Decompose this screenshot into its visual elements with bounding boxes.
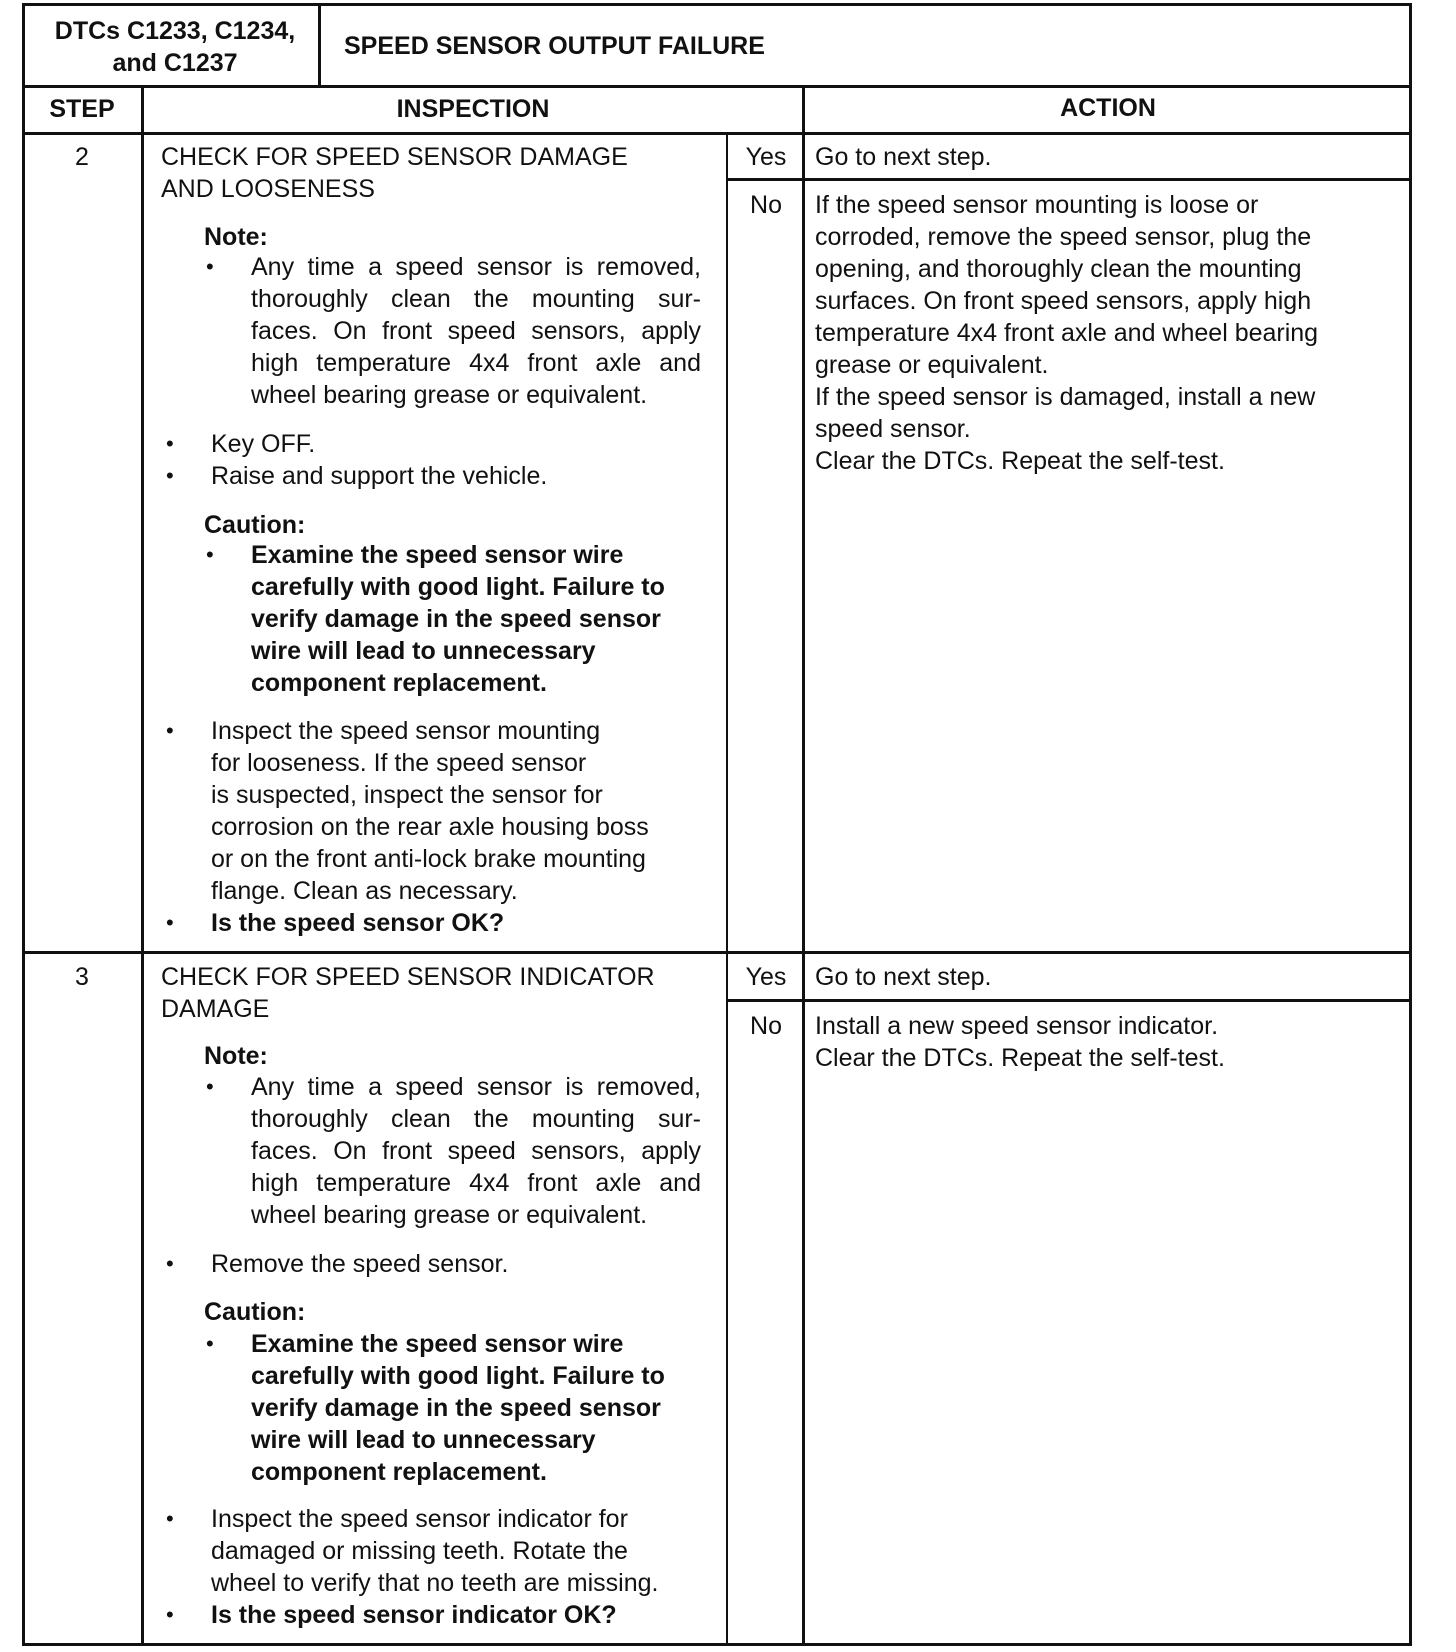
- instruction-text: Raise and support the vehicle.: [211, 462, 548, 490]
- instruction-text: is suspected, inspect the sensor for: [211, 781, 603, 809]
- yes-action: Go to next step.: [815, 963, 992, 991]
- caution-label: Caution:: [204, 1298, 306, 1326]
- caution-text: component replacement.: [251, 669, 547, 697]
- header-divider: [318, 3, 321, 85]
- bullet-icon: •: [166, 1602, 174, 1627]
- instruction-text: Remove the speed sensor.: [211, 1250, 509, 1278]
- step-title: AND LOOSENESS: [161, 175, 375, 203]
- instruction-text: flange. Clean as necessary.: [211, 877, 518, 905]
- dtc-codes-line1: DTCs C1233, C1234,: [54, 17, 296, 45]
- no-action: temperature 4x4 front axle and wheel bearing: [815, 319, 1319, 347]
- bullet-icon: •: [206, 254, 214, 279]
- note-text: Any time a speed sensor is removed,: [251, 1073, 701, 1101]
- caution-text: wire will lead to unnecessary: [251, 637, 596, 665]
- no-action: If the speed sensor mounting is loose or: [815, 191, 1259, 219]
- caution-label: Caution:: [204, 511, 306, 539]
- table-border-left: [22, 3, 25, 1646]
- note-text: faces. On front speed sensors, apply: [251, 317, 701, 345]
- instruction-text: wheel to verify that no teeth are missing.: [211, 1569, 659, 1597]
- caution-text: component replacement.: [251, 1458, 547, 1486]
- no-action: opening, and thoroughly clean the mounting: [815, 255, 1302, 283]
- yes-action: Go to next step.: [815, 143, 992, 171]
- note-text: wheel bearing grease or equivalent.: [251, 381, 648, 409]
- column-header-inspection: INSPECTION: [396, 95, 550, 123]
- dtc-codes-line2: and C1237: [112, 49, 238, 77]
- note-text: Any time a speed sensor is removed,: [251, 253, 701, 281]
- page-title: SPEED SENSOR OUTPUT FAILURE: [344, 32, 765, 60]
- note-text: high temperature 4x4 front axle and: [251, 349, 701, 377]
- step-title: DAMAGE: [161, 995, 270, 1023]
- note-text: faces. On front speed sensors, apply: [251, 1137, 701, 1165]
- inspection-question: Is the speed sensor indicator OK?: [211, 1601, 617, 1629]
- instruction-text: damaged or missing teeth. Rotate the: [211, 1537, 628, 1565]
- step-separator: [22, 951, 1412, 954]
- yes-label: Yes: [745, 143, 787, 171]
- caution-text: verify damage in the speed sensor: [251, 1394, 661, 1422]
- no-action: If the speed sensor is damaged, install a new: [815, 383, 1316, 411]
- instruction-text: Inspect the speed sensor mounting: [211, 717, 601, 745]
- note-label: Note:: [204, 223, 268, 251]
- header-bottom-line: [22, 85, 1412, 88]
- yesno-separator-step3: [726, 999, 1412, 1002]
- inspection-question: Is the speed sensor OK?: [211, 909, 505, 937]
- no-action: surfaces. On front speed sensors, apply high: [815, 287, 1312, 315]
- no-action: Clear the DTCs. Repeat the self-test.: [815, 447, 1225, 475]
- step-column-divider: [141, 85, 144, 1646]
- bullet-icon: •: [166, 1506, 174, 1531]
- no-action: Clear the DTCs. Repeat the self-test.: [815, 1044, 1225, 1072]
- step-title: CHECK FOR SPEED SENSOR DAMAGE: [161, 143, 628, 171]
- instruction-text: corrosion on the rear axle housing boss: [211, 813, 649, 841]
- step-number: 2: [75, 143, 89, 171]
- bullet-icon: •: [166, 431, 174, 456]
- step-title: CHECK FOR SPEED SENSOR INDICATOR: [161, 963, 655, 991]
- step-number: 3: [75, 963, 89, 991]
- no-label: No: [750, 191, 782, 219]
- bullet-icon: •: [206, 1331, 214, 1356]
- table-border-bottom: [22, 1643, 1412, 1646]
- table-border-top: [22, 3, 1412, 6]
- yesno-separator-step2: [726, 178, 1412, 181]
- no-action: Install a new speed sensor indicator.: [815, 1012, 1219, 1040]
- bullet-icon: •: [166, 718, 174, 743]
- note-text: wheel bearing grease or equivalent.: [251, 1201, 648, 1229]
- yesno-column-divider-step2: [726, 132, 728, 954]
- action-column-divider: [802, 85, 805, 1646]
- dtc-table: [22, 3, 1412, 1646]
- table-border-right: [1409, 3, 1412, 1646]
- bullet-icon: •: [166, 910, 174, 935]
- caution-text: verify damage in the speed sensor: [251, 605, 661, 633]
- no-action: grease or equivalent.: [815, 351, 1049, 379]
- caution-text: Examine the speed sensor wire: [251, 541, 624, 569]
- bullet-icon: •: [166, 463, 174, 488]
- no-action: speed sensor.: [815, 415, 971, 443]
- bullet-icon: •: [206, 1074, 214, 1099]
- yesno-column-divider-step3: [726, 954, 728, 1646]
- caution-text: carefully with good light. Failure to: [251, 573, 665, 601]
- note-label: Note:: [204, 1042, 268, 1070]
- note-text: thoroughly clean the mounting sur-: [251, 1105, 701, 1133]
- instruction-text: or on the front anti-lock brake mounting: [211, 845, 646, 873]
- caution-text: Examine the speed sensor wire: [251, 1330, 624, 1358]
- note-text: high temperature 4x4 front axle and: [251, 1169, 701, 1197]
- instruction-text: Key OFF.: [211, 430, 316, 458]
- bullet-icon: •: [206, 542, 214, 567]
- instruction-text: Inspect the speed sensor indicator for: [211, 1505, 628, 1533]
- bullet-icon: •: [166, 1251, 174, 1276]
- caution-text: carefully with good light. Failure to: [251, 1362, 665, 1390]
- no-label: No: [750, 1012, 782, 1040]
- caution-text: wire will lead to unnecessary: [251, 1426, 596, 1454]
- column-header-bottom-line: [22, 132, 1412, 135]
- column-header-step: STEP: [49, 95, 115, 123]
- column-header-action: ACTION: [1060, 94, 1156, 122]
- note-text: thoroughly clean the mounting sur-: [251, 285, 701, 313]
- no-action: corroded, remove the speed sensor, plug the: [815, 223, 1312, 251]
- instruction-text: for looseness. If the speed sensor: [211, 749, 587, 777]
- yes-label: Yes: [745, 963, 787, 991]
